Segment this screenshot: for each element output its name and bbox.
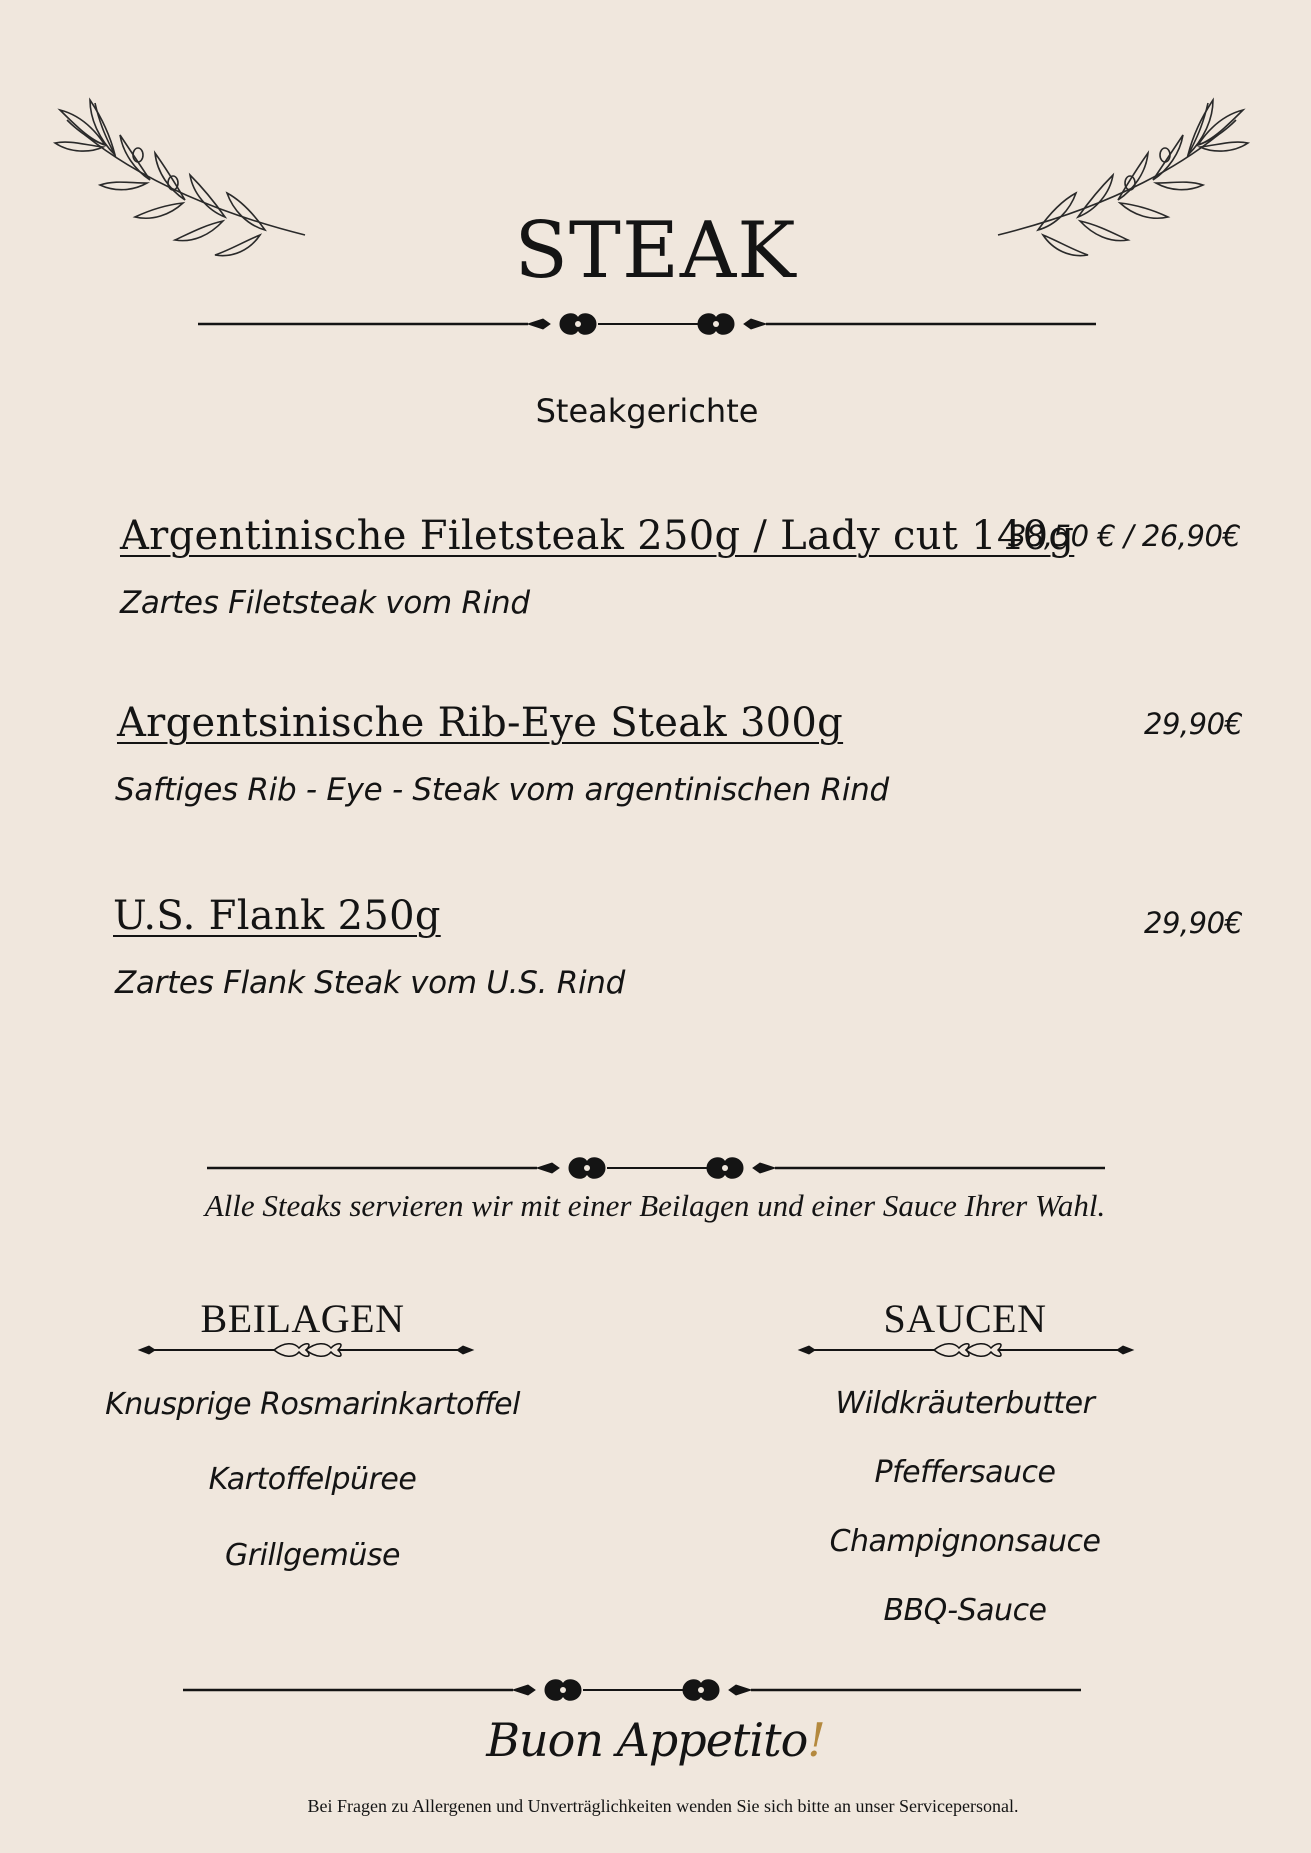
allergen-footer: Bei Fragen zu Allergenen und Unverträglichkeiten wenden Sie sich bitte an unser Servicepersonal.	[307, 1796, 1019, 1816]
section-subtitle: Steakgerichte	[535, 392, 759, 430]
ornamental-divider-middle	[207, 1152, 1105, 1184]
item-price: 38,50 € / 26,90€	[1008, 519, 1241, 553]
item-price: 29,90€	[1144, 707, 1243, 741]
item-price: 29,90€	[1144, 906, 1243, 940]
item-name: Argentsinische Rib-Eye Steak 300g	[117, 700, 844, 746]
buon-appetito	[0, 1713, 1311, 1767]
beilage-item: Grillgemüse	[225, 1538, 400, 1573]
item-name: Argentinische Filetsteak 250g / Lady cut 140g	[120, 513, 1075, 559]
saucen-title: SAUCEN	[883, 1296, 1047, 1341]
item-description: Zartes Flank Steak vom U.S. Rind	[115, 965, 625, 1001]
small-divider-beilagen	[139, 1340, 473, 1360]
sauce-item: BBQ-Sauce	[883, 1593, 1047, 1628]
serving-note: Alle Steaks servieren wir mit einer Beilagen und einer Sauce Ihrer Wahl.	[204, 1188, 1106, 1223]
beilage-item: Knusprige Rosmarinkartoffel	[105, 1387, 520, 1422]
item-description: Zartes Filetsteak vom Rind	[120, 585, 530, 621]
small-divider-saucen	[799, 1340, 1133, 1360]
sauce-item: Wildkräuterbutter	[835, 1386, 1095, 1421]
item-description: Saftiges Rib - Eye - Steak vom argentinischen Rind	[115, 772, 889, 808]
sauce-item: Champignonsauce	[829, 1524, 1101, 1559]
ornamental-divider-top	[198, 308, 1096, 340]
beilage-item: Kartoffelpüree	[208, 1462, 417, 1497]
closing-mark: !	[807, 1713, 825, 1767]
beilagen-title: BEILAGEN	[200, 1296, 405, 1341]
sauce-item: Pfeffersauce	[874, 1455, 1056, 1490]
closing-text: Buon Appetito	[486, 1713, 808, 1767]
ornamental-divider-bottom	[183, 1674, 1081, 1706]
page-title: STEAK	[514, 206, 797, 296]
item-name: U.S. Flank 250g	[113, 893, 441, 939]
